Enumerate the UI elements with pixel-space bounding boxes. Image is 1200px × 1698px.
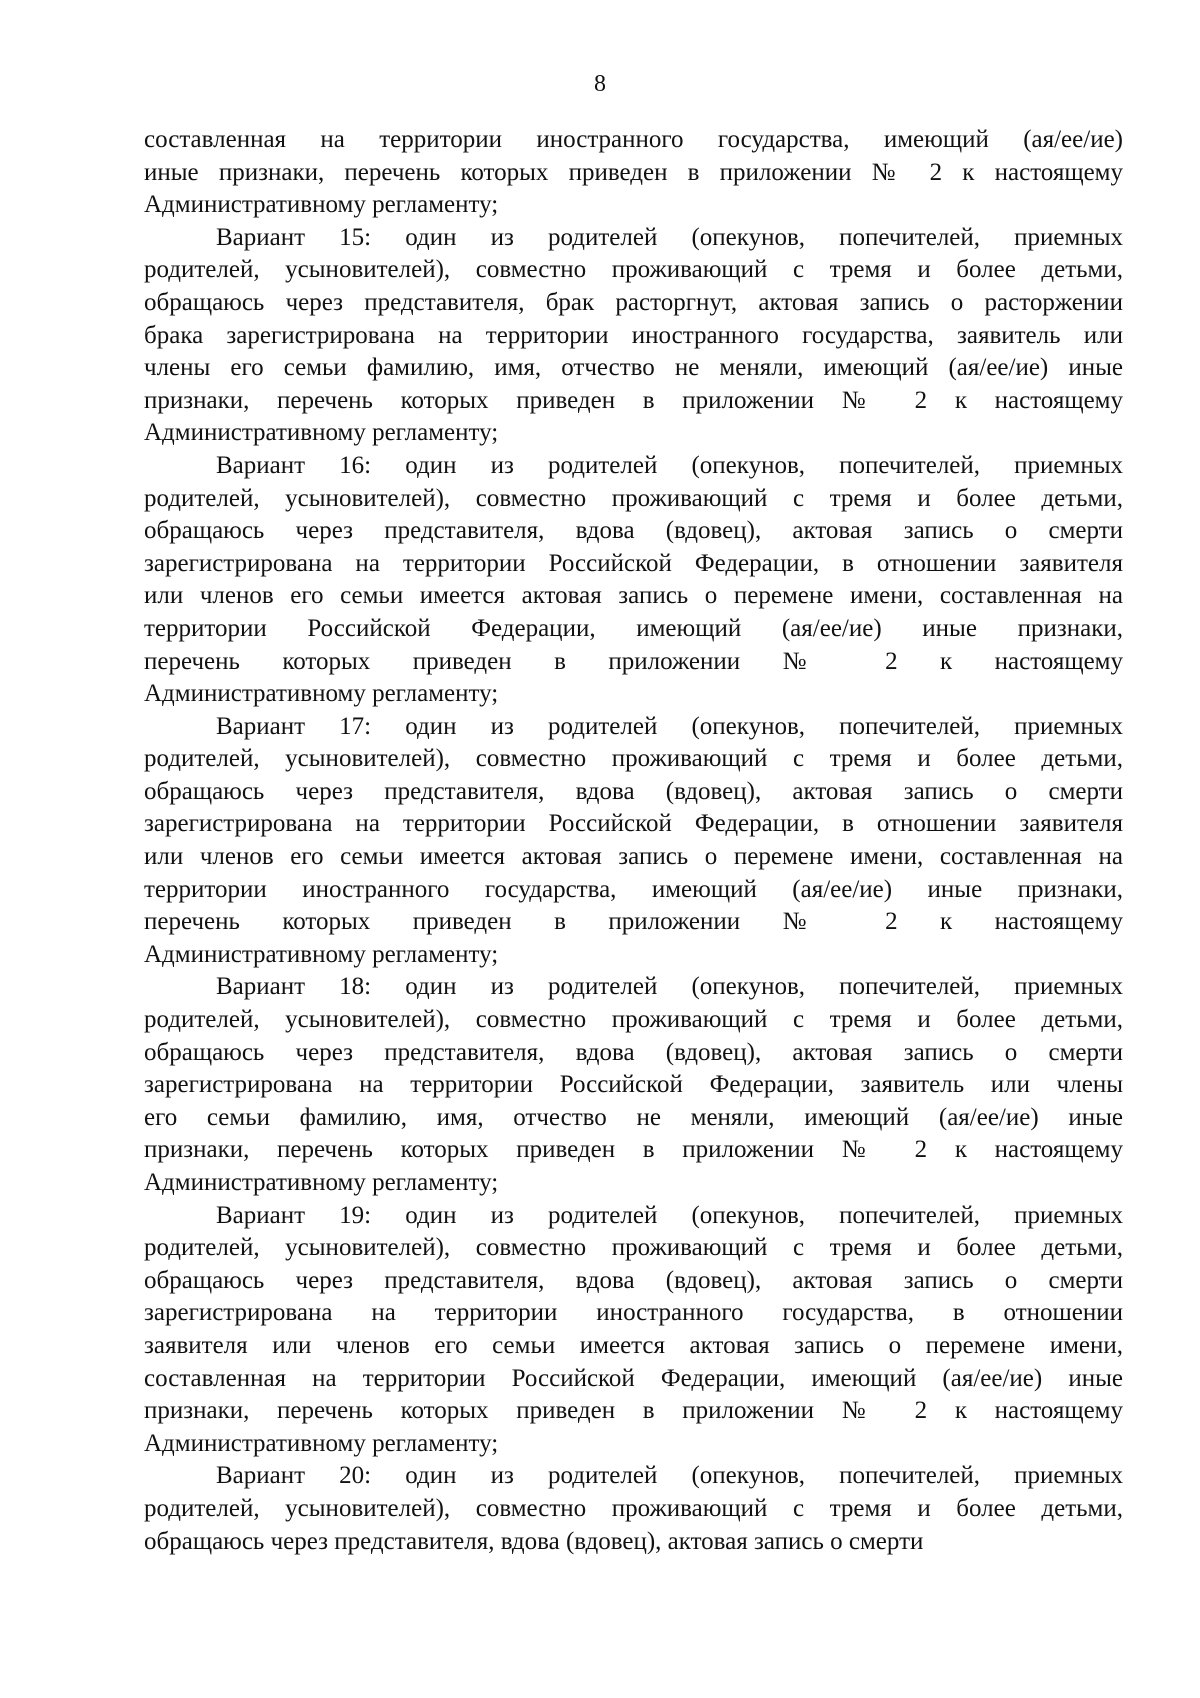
text-line: Административному регламенту;	[144, 680, 499, 708]
text-line: или членов его семьи имеется актовая запись о перемене имени, составленная на	[144, 582, 1123, 610]
paragraph	[144, 124, 1123, 222]
text-line: Вариант 18: один из родителей (опекунов, попечителей, приемных	[216, 973, 1123, 1001]
text-line: заявителя или членов его семьи имеется актовая запись о перемене имени,	[144, 1331, 1123, 1359]
text-line: территории Российской Федерации, имеющий (ая/ее/ие) иные признаки,	[144, 614, 1123, 642]
text-line: признаки, перечень которых приведен в приложении № 2 к настоящему	[144, 386, 1123, 414]
text-line: родителей, усыновителей), совместно проживающий с тремя и более детьми,	[144, 1234, 1123, 1262]
text-line: родителей, усыновителей), совместно проживающий с тремя и более детьми,	[144, 1006, 1123, 1034]
text-line: признаки, перечень которых приведен в приложении № 2 к настоящему	[144, 1136, 1123, 1164]
paragraph	[144, 222, 1123, 450]
paragraph	[144, 1200, 1123, 1461]
text-line: родителей, усыновителей), совместно проживающий с тремя и более детьми,	[144, 1494, 1123, 1522]
text-line: родителей, усыновителей), совместно проживающий с тремя и более детьми,	[144, 256, 1123, 284]
text-line: Вариант 16: один из родителей (опекунов, попечителей, приемных	[216, 451, 1123, 479]
text-line: обращаюсь через представителя, вдова (вдовец), актовая запись о смерти	[144, 777, 1123, 805]
text-line: Административному регламенту;	[144, 1429, 499, 1457]
text-line: Административному регламенту;	[144, 419, 499, 447]
text-line: обращаюсь через представителя, вдова (вдовец), актовая запись о смерти	[144, 1038, 1123, 1066]
text-line: члены его семьи фамилию, имя, отчество не меняли, имеющий (ая/ее/ие) иные	[144, 354, 1123, 382]
text-line: зарегистрирована на территории Российской Федерации, в отношении заявителя	[144, 549, 1123, 577]
text-line: зарегистрирована на территории Российской Федерации, заявитель или члены	[144, 1071, 1123, 1099]
text-line: перечень которых приведен в приложении № 2 к настоящему	[144, 647, 1123, 675]
text-line: родителей, усыновителей), совместно проживающий с тремя и более детьми,	[144, 745, 1123, 773]
paragraph	[144, 450, 1123, 711]
paragraph	[144, 711, 1123, 972]
text-line: обращаюсь через представителя, вдова (вдовец), актовая запись о смерти	[144, 1527, 924, 1555]
text-line: признаки, перечень которых приведен в приложении № 2 к настоящему	[144, 1397, 1123, 1425]
text-line: составленная на территории Российской Федерации, имеющий (ая/ее/ие) иные	[144, 1364, 1123, 1392]
text-line: перечень которых приведен в приложении № 2 к настоящему	[144, 908, 1123, 936]
paragraph	[144, 1460, 1123, 1558]
text-line: Административному регламенту;	[144, 191, 499, 219]
text-line: Административному регламенту;	[144, 1169, 499, 1196]
text-line: составленная на территории иностранного государства, имеющий (ая/ее/ие)	[144, 126, 1123, 153]
text-line: обращаюсь через представителя, брак расторгнут, актовая запись о расторжении	[144, 288, 1123, 316]
text-line: Административному регламенту;	[144, 940, 499, 968]
text-line: Вариант 15: один из родителей (опекунов, попечителей, приемных	[216, 223, 1123, 251]
text-line: обращаюсь через представителя, вдова (вдовец), актовая запись о смерти	[144, 1266, 1123, 1294]
page-number: 8	[594, 71, 606, 97]
document-body	[144, 124, 1123, 1558]
text-line: Вариант 19: один из родителей (опекунов, попечителей, приемных	[216, 1201, 1123, 1229]
text-line: обращаюсь через представителя, вдова (вдовец), актовая запись о смерти	[144, 517, 1123, 545]
text-line: зарегистрирована на территории иностранного государства, в отношении	[144, 1299, 1123, 1327]
text-line: зарегистрирована на территории Российской Федерации, в отношении заявителя	[144, 810, 1123, 838]
paragraph	[144, 971, 1123, 1199]
text-line: Вариант 17: один из родителей (опекунов, попечителей, приемных	[216, 712, 1123, 740]
text-line: его семьи фамилию, имя, отчество не меняли, имеющий (ая/ее/ие) иные	[144, 1103, 1123, 1131]
text-line: территории иностранного государства, имеющий (ая/ее/ие) иные признаки,	[144, 875, 1123, 903]
text-line: брака зарегистрирована на территории иностранного государства, заявитель или	[144, 321, 1123, 349]
text-line: Вариант 20: один из родителей (опекунов, попечителей, приемных	[216, 1462, 1123, 1490]
text-line: или членов его семьи имеется актовая запись о перемене имени, составленная на	[144, 843, 1123, 871]
text-line: иные признаки, перечень которых приведен в приложении № 2 к настоящему	[144, 158, 1123, 186]
text-line: родителей, усыновителей), совместно проживающий с тремя и более детьми,	[144, 484, 1123, 512]
